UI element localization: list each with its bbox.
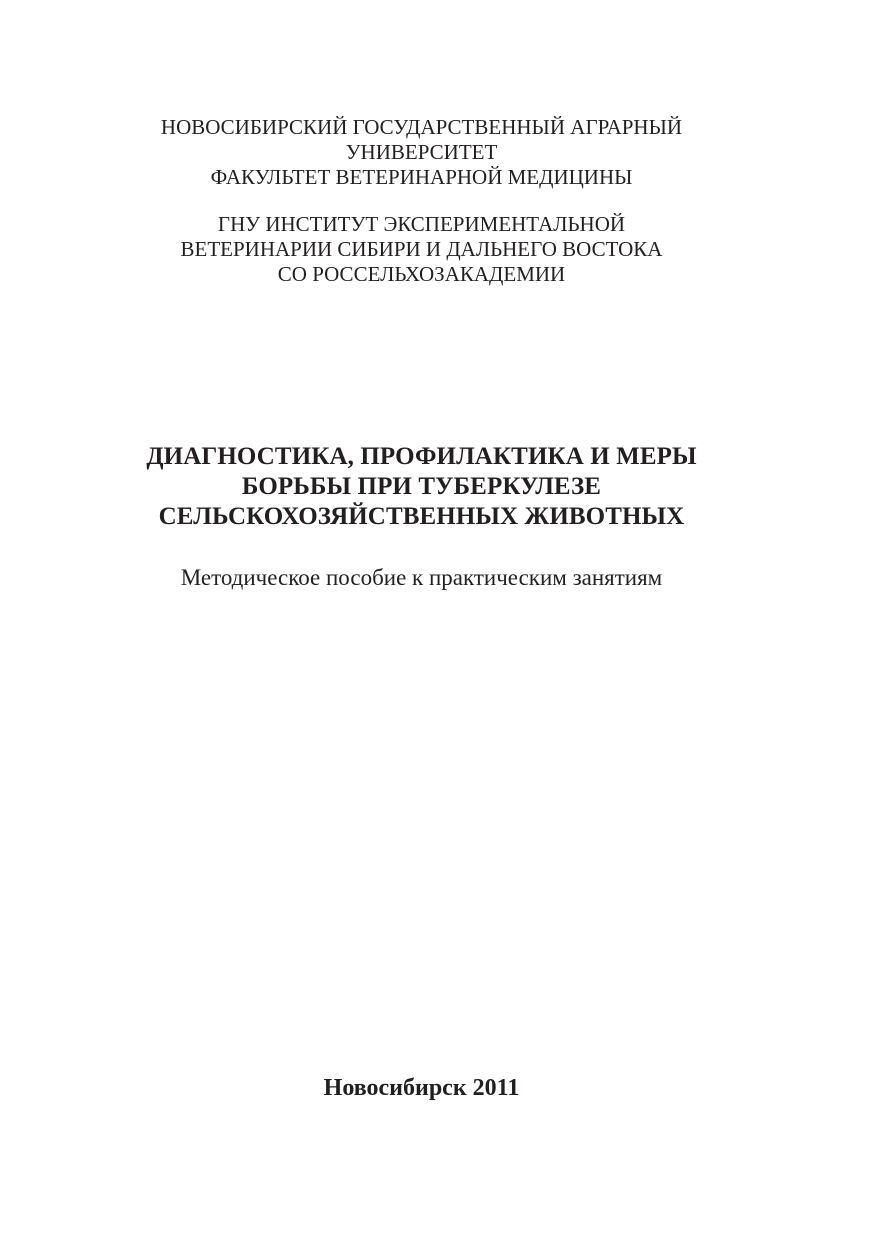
- university-line-2: УНИВЕРСИТЕТ: [345, 140, 498, 164]
- institute-line-2: ВЕТЕРИНАРИИ СИБИРИ И ДАЛЬНЕГО ВОСТОКА: [180, 237, 663, 261]
- subtitle-text: Методическое пособие к практическим занятиям: [180, 565, 663, 590]
- title-line-1: ДИАГНОСТИКА, ПРОФИЛАКТИКА И МЕРЫ: [146, 443, 697, 470]
- imprint: [0, 1073, 843, 1103]
- institute-line-1: ГНУ ИНСТИТУТ ЭКСПЕРИМЕНТАЛЬНОЙ: [217, 212, 626, 236]
- university-line-3: ФАКУЛЬТЕТ ВЕТЕРИНАРНОЙ МЕДИЦИНЫ: [210, 165, 633, 189]
- university-line-1: НОВОСИБИРСКИЙ ГОСУДАРСТВЕННЫЙ АГРАРНЫЙ: [160, 115, 683, 139]
- institute-heading: [0, 212, 843, 287]
- imprint-city-year: Новосибирск 2011: [323, 1075, 520, 1101]
- title-line-3: СЕЛЬСКОХОЗЯЙСТВЕННЫХ ЖИВОТНЫХ: [158, 503, 685, 530]
- document-subtitle: [0, 564, 843, 592]
- university-heading: [0, 115, 843, 190]
- institute-line-3: СО РОССЕЛЬХОЗАКАДЕМИИ: [277, 262, 566, 286]
- title-line-2: БОРЬБЫ ПРИ ТУБЕРКУЛЕЗЕ: [241, 473, 602, 500]
- document-title: [0, 442, 843, 532]
